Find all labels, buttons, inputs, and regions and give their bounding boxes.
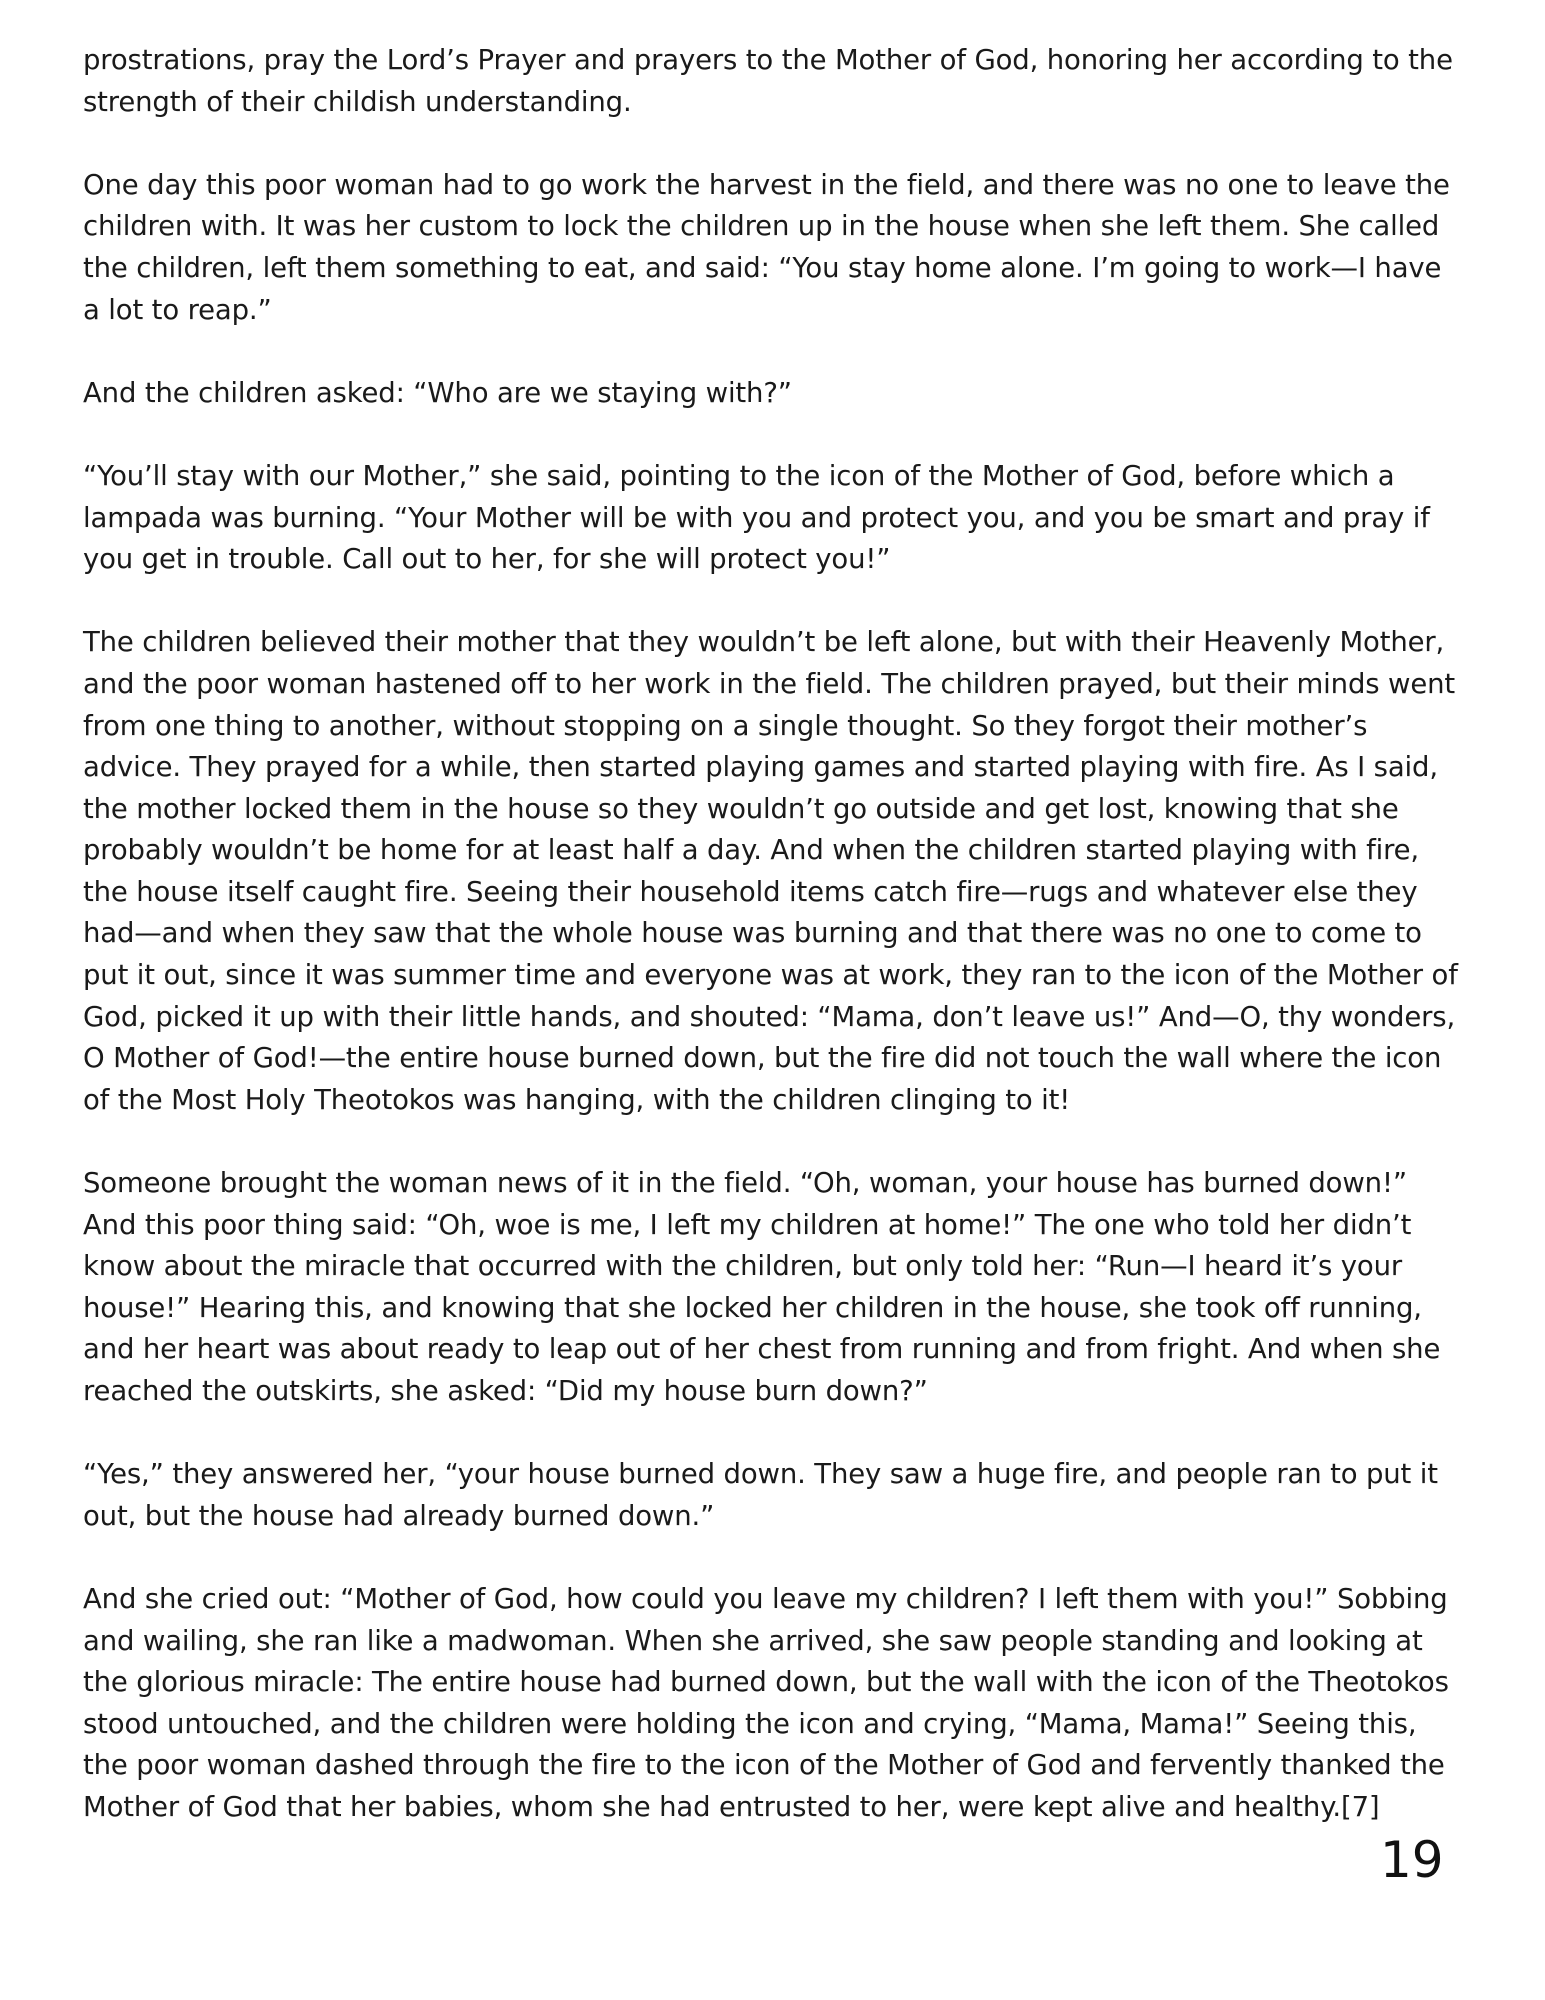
paragraph: The children believed their mother that they wouldn’t be left alone, but with their Heavenly Mother, and the poor woman hastened off to her work in the field. The children prayed, but their minds went from one thing to another, without stopping on a single thought. So they forgot their mother’s advice. They prayed for a while, then started playing games and started playing with fire. As I said, the mother locked them in the house so they wouldn’t go outside and get lost, knowing that she probably wouldn’t be home for at least half a day. And when the children started playing with fire, the house itself caught fire. Seeing their household items catch fire—rugs and whatever else they had—and when they saw that the whole house was burning and that there was no one to come to put it out, since it was summer time and everyone was at work, they ran to the icon of the Mother of God, picked it up with their little hands, and shouted: “Mama, don’t leave us!” And—O, thy wonders, O Mother of God!—the entire house burned down, but the fire did not touch the wall where the icon of the Most Holy Theotokos was hanging, with the children clinging to it! — [83, 626, 1458, 1116]
page-number: 19 — [1380, 1831, 1444, 1889]
paragraph: prostrations, pray the Lord’s Prayer and prayers to the Mother of God, honoring her according to the strength of their childish understanding. — [83, 44, 1453, 118]
paragraph: Someone brought the woman news of it in the field. “Oh, woman, your house has burned down!” And this poor thing said: “Oh, woe is me, I left my children at home!” The one who told her didn’t know about the miracle that occurred with the children, but only told her: “Run—I heard it’s your house!” Hearing this, and knowing that she locked her children in the house, she took off running, and her heart was about ready to leap out of her chest from running and from fright. And when she reached the outskirts, she asked: “Did my house burn down?” — [83, 1167, 1441, 1407]
paragraph: And the children asked: “Who are we staying with?” — [83, 376, 792, 409]
paragraph: And she cried out: “Mother of God, how could you leave my children? I left them with you!” Sobbing and wailing, she ran like a madwoman. When she arrived, she saw people standing and looking at the glorious miracle: The entire house had burned down, but the wall with the icon of the Theotokos stood untouched, and the children were holding the icon and crying, “Mama, Mama!” Seeing this, the poor woman dashed through the fire to the icon of the Mother of God and fervently thanked the Mother of God that her babies, whom she had entrusted to her, were kept alive and healthy.[7] — [83, 1582, 1449, 1823]
body-text — [83, 40, 1463, 1829]
paragraph: One day this poor woman had to go work the harvest in the field, and there was no one to leave the children with. It was her custom to lock the children up in the house when she left them. She called the children, left them something to eat, and said: “You stay home alone. I’m going to work—I have a lot to reap.” — [83, 168, 1450, 326]
paragraph: “Yes,” they answered her, “your house burned down. They saw a huge fire, and people ran to put it out, but the house had already burned down.” — [83, 1458, 1438, 1532]
paragraph: “You’ll stay with our Mother,” she said, pointing to the icon of the Mother of God, before which a lampada was burning. “Your Mother will be with you and protect you, and you be smart and pray if you get in trouble. Call out to her, for she will protect you!” — [83, 459, 1430, 576]
